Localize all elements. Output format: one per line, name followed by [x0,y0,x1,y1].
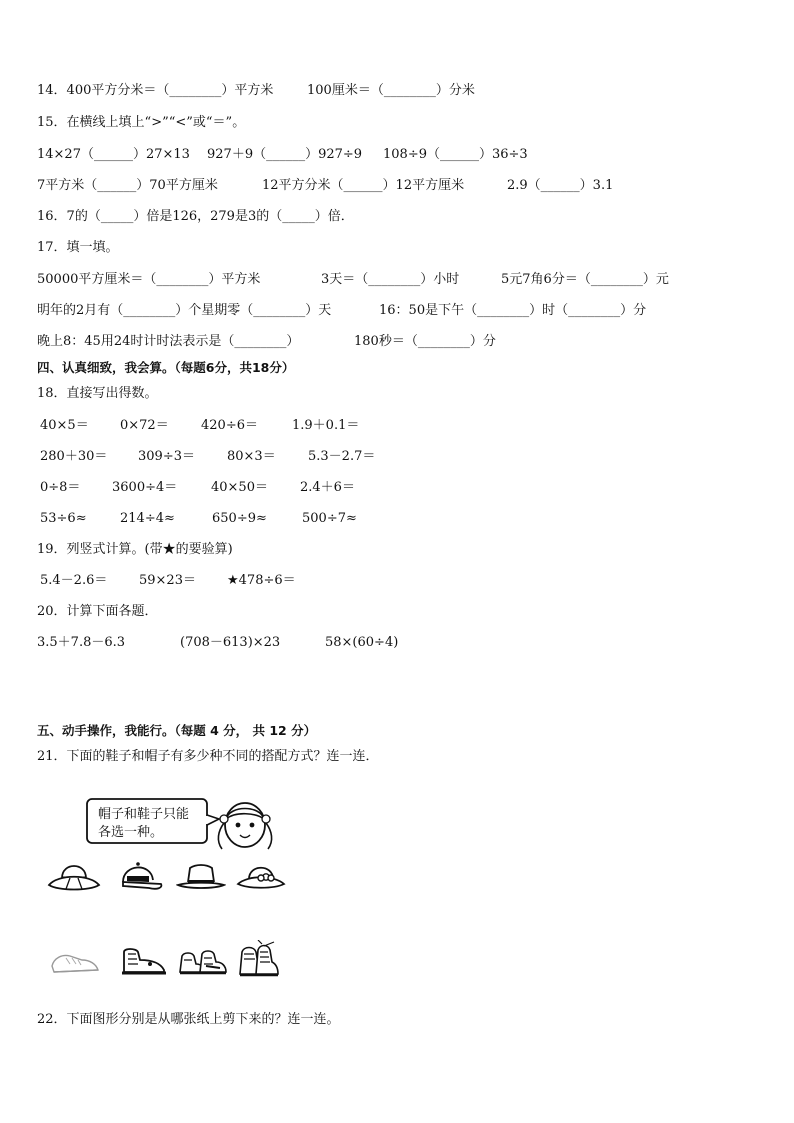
calc-item: 280＋30＝ [40,449,108,464]
section-5-heading: 五、动手操作，我能行。（每题 4 分， 共 12 分） [37,723,317,738]
fill-item: 50000平方厘米＝（________）平方米 [37,272,261,287]
calc-item: 40×5＝ [40,418,89,433]
question-22-title: 22．下面图形分别是从哪张纸上剪下来的？连一连。 [37,1012,340,1027]
pair-of-boots-icon [176,942,230,978]
calc-item: 80×3＝ [227,449,276,464]
question-21-title: 21．下面的鞋子和帽子有多少种不同的搭配方式？连一连． [37,749,379,764]
vertical-calc-item: 5.4－2.6＝ [40,573,108,588]
fill-item: 5元7角6分＝（________）元 [501,272,669,287]
calc-item: 40×50＝ [211,480,268,495]
compare-item: 927＋9（______）927÷9 [207,147,363,162]
fill-item: 16：50是下午（________）时（________）分 [379,303,647,318]
calc-item: 214÷4≈ [120,511,175,526]
fill-item: 180秒＝（________）分 [354,334,496,349]
bubble-text-line-1: 帽子和鞋子只能 [98,807,190,822]
fill-item: 3天＝（________）小时 [321,272,460,287]
fill-item: 明年的2月有（________）个星期零（________）天 [37,303,332,318]
compare-item: 2.9（______）3.1 [507,178,614,193]
laced-boot-pair-icon [234,940,282,980]
girl-face-icon [212,797,278,853]
calc-item: 0×72＝ [120,418,169,433]
question-16: 16．7的（_____）倍是126，279是3的（_____）倍． [37,209,354,224]
calc-item: 2.4＋6＝ [300,480,355,495]
compare-item: 12平方分米（______）12平方厘米 [262,178,465,193]
calc-item: 1.9＋0.1＝ [292,418,360,433]
question-18-title: 18．直接写出得数。 [37,386,158,401]
expression-item: (708－613)×23 [180,635,281,650]
calc-item: 53÷6≈ [40,511,87,526]
vertical-calc-item: 59×23＝ [139,573,196,588]
compare-item: 108÷9（______）36÷3 [383,147,528,162]
sneaker-icon [48,946,102,978]
calc-item: 309÷3＝ [138,449,195,464]
bubble-text-line-2: 各选一种。 [98,825,164,840]
question-19-title: 19．列竖式计算。(带★的要验算) [37,542,233,557]
calc-item: 0÷8＝ [40,480,81,495]
compare-item: 7平方米（______）70平方厘米 [37,178,218,193]
compare-item: 14×27（______）27×13 [37,147,190,162]
expression-item: 3.5＋7.8－6.3 [37,635,126,650]
question-15-title: 15．在横线上填上“>”“<”或“＝”。 [37,115,246,130]
question-17-title: 17．填一填。 [37,240,119,255]
q14-part-a: 14．400平方分米＝（________）平方米 [37,83,274,98]
sun-hat-icon [46,858,102,894]
fill-item: 晚上8：45用24时计时法表示是（________） [37,334,300,349]
high-top-shoe-icon [116,942,170,978]
calc-item: 5.3－2.7＝ [308,449,376,464]
q14-part-b: 100厘米＝（________）分米 [307,83,475,98]
baseball-cap-icon [117,858,165,894]
calc-item: 3600÷4＝ [112,480,178,495]
section-4-heading: 四、认真细致，我会算。（每题6分，共18分） [37,360,295,375]
calc-item: 420÷6＝ [201,418,258,433]
calc-item: 650÷9≈ [212,511,267,526]
flower-hat-icon [236,858,286,894]
vertical-calc-item: ★478÷6＝ [227,573,296,588]
expression-item: 58×(60÷4) [325,635,399,650]
fedora-hat-icon [176,858,226,894]
calc-item: 500÷7≈ [302,511,357,526]
question-20-title: 20．计算下面各题． [37,604,158,619]
